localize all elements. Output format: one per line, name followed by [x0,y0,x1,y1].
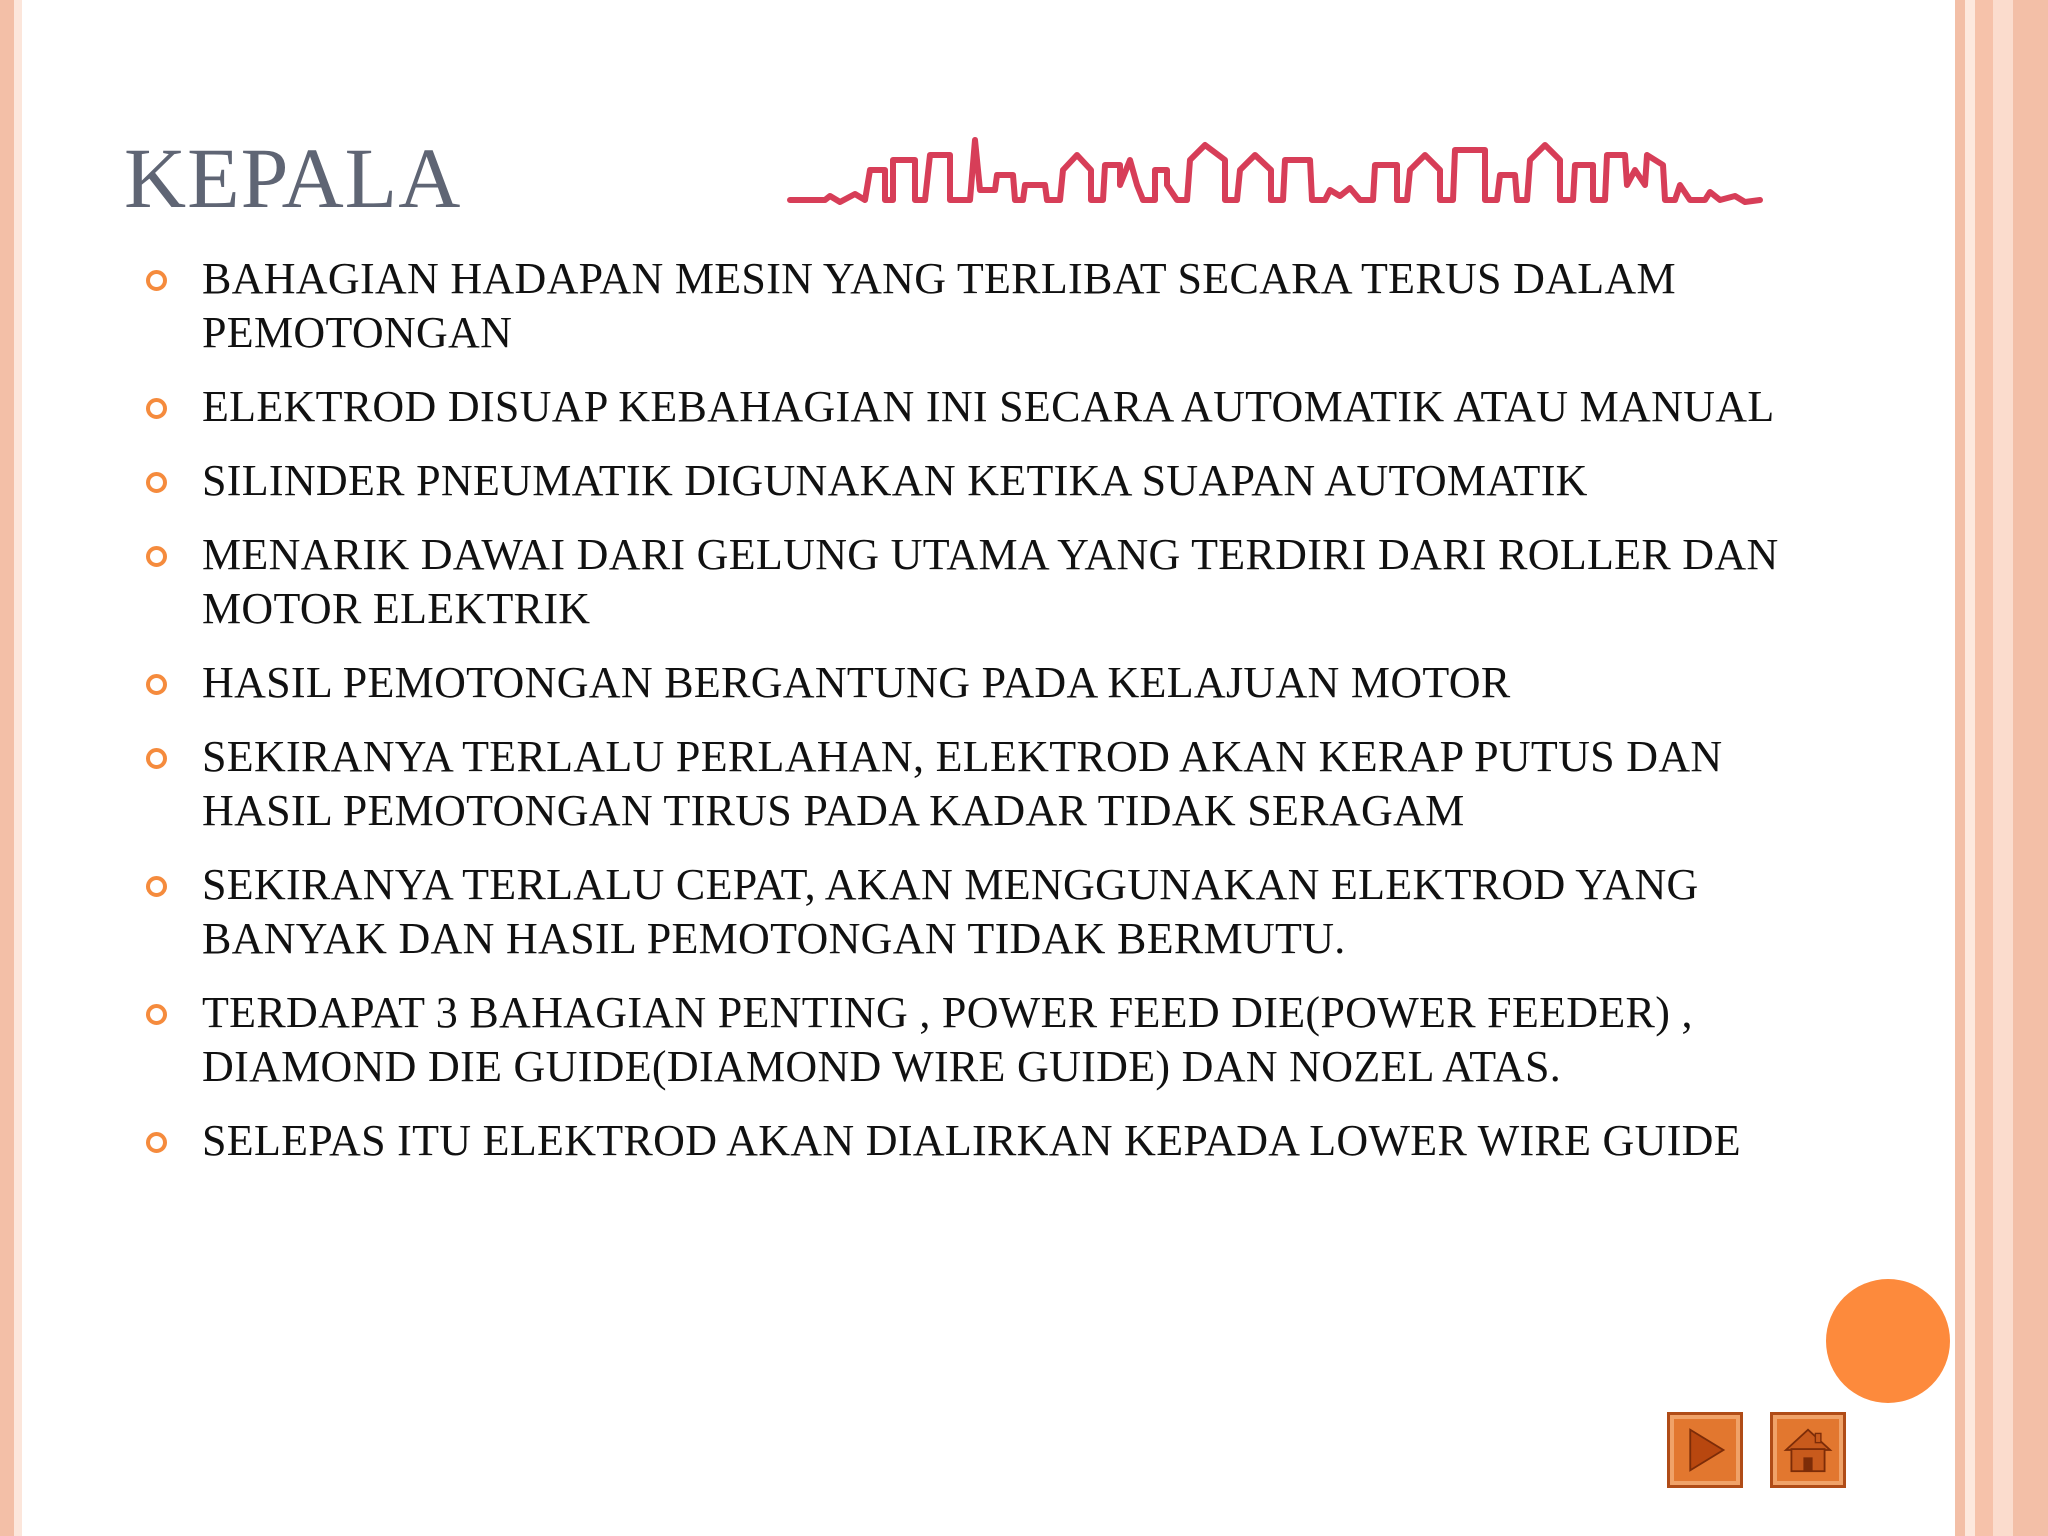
list-item [140,986,1780,1094]
ring-bullet-icon [146,674,167,695]
slide-title: KEPALA [124,130,462,226]
bullet-text: SELEPAS ITU ELEKTROD AKAN DIALIRKAN KEPADA LOWER WIRE GUIDE [202,1116,1741,1165]
bullet-list [140,252,1780,1188]
bullet-text: HASIL PEMOTONGAN BERGANTUNG PADA KELAJUAN MOTOR [202,658,1511,707]
left-border-inner [14,0,22,1536]
list-item [140,528,1780,636]
left-border [0,0,14,1536]
ring-bullet-icon [146,546,167,567]
ring-bullet-icon [146,398,167,419]
bullet-text: MENARIK DAWAI DARI GELUNG UTAMA YANG TERDIRI DARI ROLLER DAN MOTOR ELEKTRIK [202,530,1779,633]
home-button[interactable] [1770,1412,1846,1488]
bullet-text: TERDAPAT 3 BAHAGIAN PENTING , POWER FEED DIE(POWER FEEDER) , DIAMOND DIE GUIDE(DIAMOND WIRE GUIDE) DAN NOZEL ATAS. [202,988,1693,1091]
ring-bullet-icon [146,1004,167,1025]
home-icon [1773,1415,1843,1485]
list-item [140,252,1780,360]
bullet-text: BAHAGIAN HADAPAN MESIN YANG TERLIBAT SECARA TERUS DALAM PEMOTONGAN [202,254,1676,357]
right-border-stripe [1993,0,2013,1536]
list-item [140,1114,1780,1168]
bullet-text: ELEKTROD DISUAP KEBAHAGIAN INI SECARA AUTOMATIK ATAU MANUAL [202,382,1775,431]
bullet-text: SEKIRANYA TERLALU PERLAHAN, ELEKTROD AKAN KERAP PUTUS DAN HASIL PEMOTONGAN TIRUS PADA KADAR TIDAK SERAGAM [202,732,1723,835]
list-item [140,656,1780,710]
decorative-circle [1826,1279,1950,1403]
right-border-stripe [1955,0,1965,1536]
play-arrow-icon [1670,1415,1740,1485]
next-slide-button[interactable] [1667,1412,1743,1488]
bullet-text: SILINDER PNEUMATIK DIGUNAKAN KETIKA SUAPAN AUTOMATIK [202,456,1588,505]
ring-bullet-icon [146,472,167,493]
list-item [140,380,1780,434]
bullet-text: SEKIRANYA TERLALU CEPAT, AKAN MENGGUNAKAN ELEKTROD YANG BANYAK DAN HASIL PEMOTONGAN TIDAK BERMUTU. [202,860,1699,963]
ring-bullet-icon [146,876,167,897]
right-border-stripe [1965,0,1975,1536]
ring-bullet-icon [146,1132,167,1153]
ring-bullet-icon [146,748,167,769]
list-item [140,730,1780,838]
right-border-stripe [2013,0,2048,1536]
house-skyline-icon [785,130,1915,220]
list-item [140,454,1780,508]
right-border-stripe [1975,0,1993,1536]
ring-bullet-icon [146,270,167,291]
list-item [140,858,1780,966]
